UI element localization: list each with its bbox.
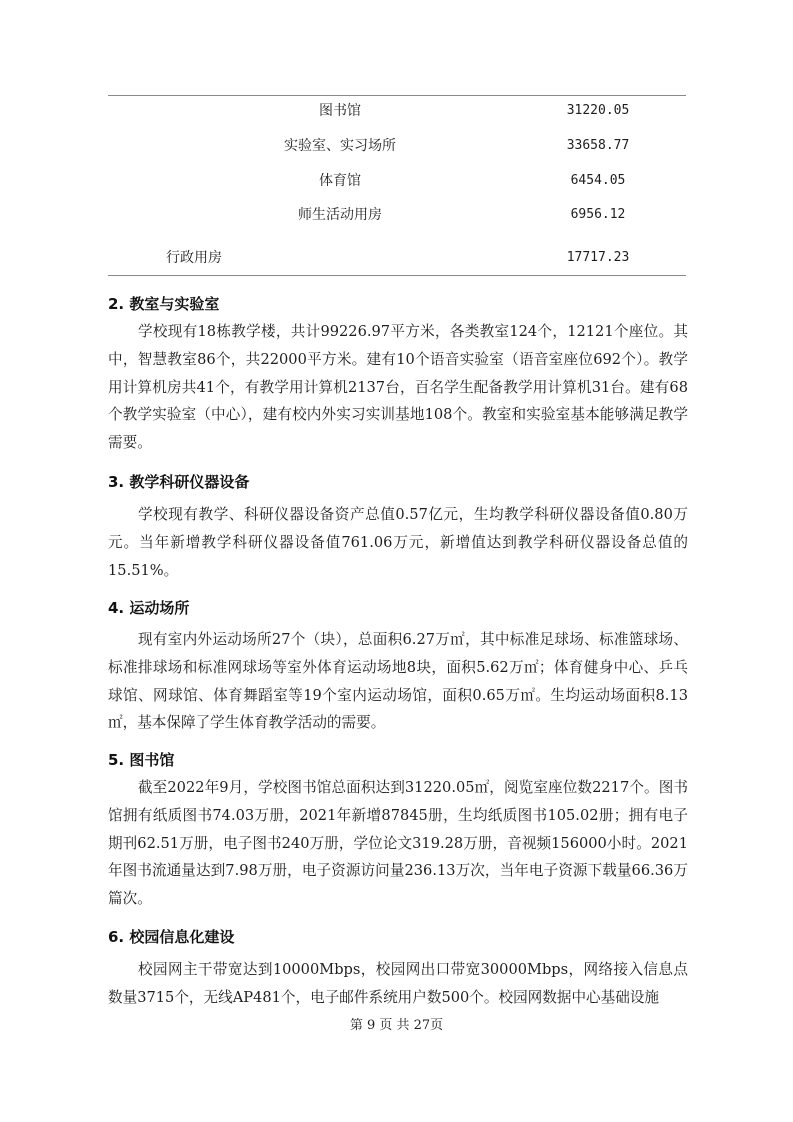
- table-cell-value: 6454.05: [570, 173, 626, 188]
- section-paragraph: 截至2022年9月，学校图书馆总面积达到31220.05㎡，阅览室座位数2217个。图书馆拥有纸质图书74.03万册，2021年新增87845册，生均纸质图书105.02册；拥有电子期刊62.51万册，电子图书240万册，学位论文319.28万册，音视频156000小时。2021年图书流通量达到7.98万册，电子资源访问量236.13万次，当年电子资源下载量66.36万篇次。: [108, 779, 688, 908]
- section-heading: 5. 图书馆: [108, 751, 175, 769]
- table-cell-value: 17717.23: [566, 250, 630, 265]
- section-heading: 4. 运动场所: [108, 599, 190, 617]
- table-cell-value: 33658.77: [566, 138, 630, 153]
- table-row: [108, 96, 686, 126]
- page-footer: 第 9 页 共 27页: [349, 1018, 444, 1033]
- table-bottom-rule: [108, 275, 686, 276]
- table-cell-name: 行政用房: [166, 250, 222, 266]
- section-heading: 3. 教学科研仪器设备: [108, 473, 250, 491]
- section-paragraph: 现有室内外运动场所27个（块），总面积6.27万㎡，其中标准足球场、标准篮球场、标准排球场和标准网球场等室外体育运动场地8块，面积5.62万㎡；体育健身中心、乒乓球馆、网球馆、体育舞蹈室等19个室内运动场馆，面积0.65万㎡。生均运动场面积8.13㎡，基本保障了学生体育教学活动的需要。: [108, 631, 688, 732]
- section-heading: 6. 校园信息化建设: [108, 928, 235, 946]
- table-row: [108, 200, 686, 230]
- table-cell-value: 6956.12: [570, 207, 626, 222]
- section-paragraph: 学校现有18栋教学楼，共计99226.97平方米，各类教室124个，12121个座位。其中，智慧教室86个，共22000平方米。建有10个语音实验室（语音室座位692个）。教学用计算机房共41个，有教学用计算机2137台，百名学生配备教学用计算机31台。建有68个教学实验室（中心），建有校内外实习实训基地108个。教室和实验室基本能够满足教学需要。: [108, 323, 688, 452]
- section-heading: 2. 教室与实验室: [108, 295, 220, 313]
- section-paragraph: 校园网主干带宽达到10000Mbps，校园网出口带宽30000Mbps，网络接入信息点数量3715个，无线AP481个，电子邮件系统用户数500个。校园网数据中心基础设施: [108, 961, 688, 1006]
- table-row: [108, 166, 686, 196]
- table-row: [108, 131, 686, 161]
- section-paragraph: 学校现有教学、科研仪器设备资产总值0.57亿元，生均教学科研仪器设备值0.80万元。当年新增教学科研仪器设备值761.06万元，新增值达到教学科研仪器设备总值的15.51%。: [108, 506, 688, 579]
- table-row: [108, 243, 686, 273]
- table-cell-name: 图书馆: [319, 103, 361, 119]
- table-cell-name: 师生活动用房: [298, 207, 382, 223]
- table-cell-name: 实验室、实习场所: [284, 138, 396, 154]
- table-cell-name: 体育馆: [319, 173, 361, 189]
- table-cell-value: 31220.05: [566, 103, 630, 118]
